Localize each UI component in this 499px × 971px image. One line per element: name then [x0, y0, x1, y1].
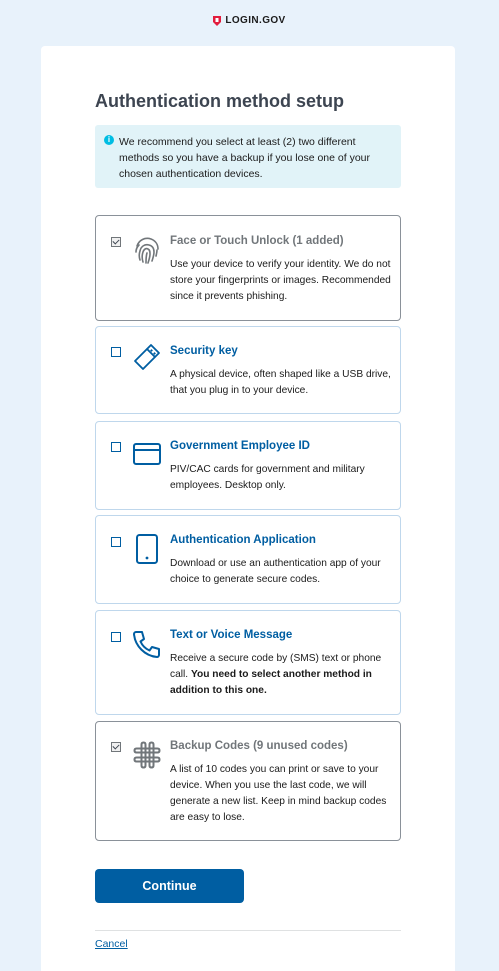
option-title: Government Employee ID — [170, 440, 310, 452]
option-description: PIV/CAC cards for government and military employees. Desktop only. — [170, 464, 365, 491]
authentication-application-checkbox[interactable] — [111, 537, 121, 547]
option-face-touch-unlock[interactable] — [95, 215, 401, 321]
brand-header — [0, 15, 499, 26]
option-authentication-application[interactable] — [95, 515, 401, 604]
option-title: Authentication Application — [170, 534, 316, 546]
continue-button[interactable]: Continue — [95, 869, 244, 903]
divider — [95, 930, 401, 931]
hash-icon — [131, 739, 163, 771]
option-description-warning: You need to select another method in addition to this one. — [170, 669, 372, 696]
option-description: A list of 10 codes you can print or save to your device. When you use the last code, we will generate a new list. Keep in mind backup codes are easy to lose. — [170, 764, 387, 823]
option-backup-codes[interactable] — [95, 721, 401, 841]
fingerprint-icon — [131, 234, 163, 266]
backup-codes-checkbox[interactable] — [111, 742, 121, 752]
option-text-voice-message[interactable] — [95, 610, 401, 715]
brand-name: LOGIN.GOV — [225, 15, 286, 26]
option-description: A physical device, often shaped like a USB drive, that you plug in to your device. — [170, 369, 391, 396]
option-title: Security key — [170, 345, 238, 357]
cancel-link[interactable]: Cancel — [95, 938, 128, 950]
option-description: Download or use an authentication app of your choice to generate secure codes. — [170, 558, 381, 585]
option-government-employee-id[interactable] — [95, 421, 401, 510]
phone-icon — [131, 628, 163, 660]
security-key-icon — [131, 343, 163, 375]
government-employee-id-checkbox[interactable] — [111, 442, 121, 452]
id-card-icon — [131, 438, 163, 470]
info-alert-text: We recommend you select at least (2) two different methods so you have a backup if you lose one of your chosen authentication devices. — [119, 136, 370, 180]
option-security-key[interactable] — [95, 326, 401, 414]
page-title: Authentication method setup — [95, 91, 344, 111]
option-description — [170, 651, 392, 699]
security-key-checkbox[interactable] — [111, 347, 121, 357]
option-description: Use your device to verify your identity. We do not store your fingerprints or images. Recommended since it prevents phishing. — [170, 259, 391, 302]
info-icon: i — [104, 135, 114, 145]
face-touch-unlock-checkbox[interactable] — [111, 237, 121, 247]
option-title: Backup Codes (9 unused codes) — [170, 740, 348, 752]
option-title: Text or Voice Message — [170, 629, 293, 641]
option-description-text: Receive a secure code by (SMS) text or phone call. — [170, 653, 382, 680]
option-title: Face or Touch Unlock (1 added) — [170, 235, 344, 247]
info-alert — [95, 125, 401, 188]
shield-logo-icon — [213, 16, 221, 26]
text-voice-message-checkbox[interactable] — [111, 632, 121, 642]
phone-app-icon — [131, 533, 163, 565]
